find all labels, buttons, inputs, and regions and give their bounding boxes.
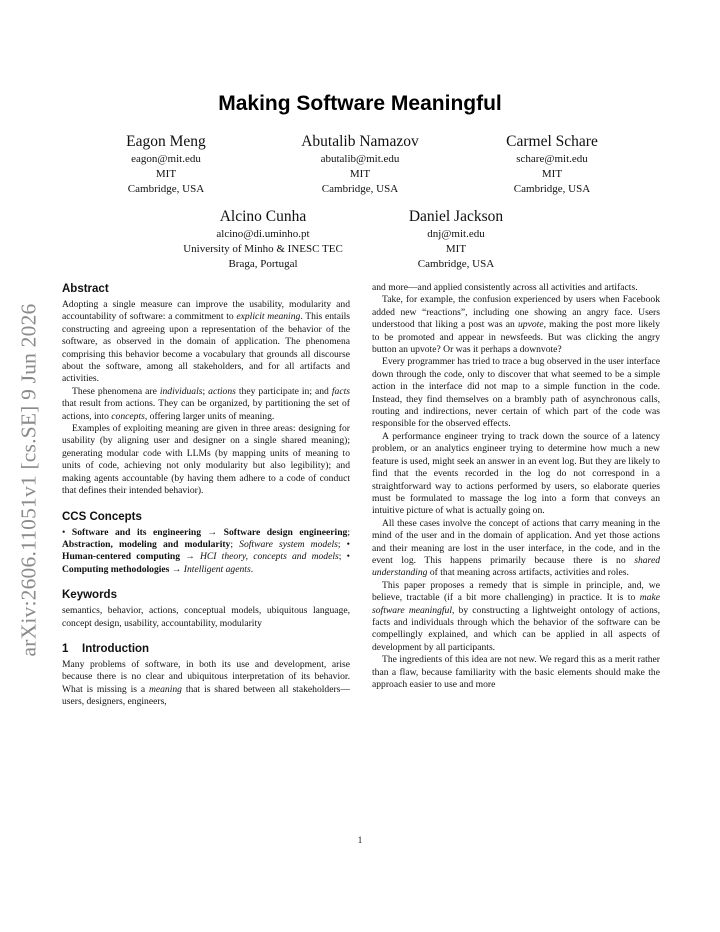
page-number: 1 [357,835,363,845]
section-title: Introduction [82,642,150,655]
author-name: Alcino Cunha [219,208,307,225]
author-location: Braga, Portugal [228,258,298,270]
author-affiliation: MIT [349,168,371,180]
abstract-paragraph: These phenomena are individuals; actions they participate in; and facts that result from actions. They can be organized, by partitioning the set of actions, into concepts, offering larger units of meaning. [62,385,350,422]
author-location: Cambridge, USA [417,258,495,270]
body-paragraph: Every programmer has tried to trace a bug observed in the user interface down through the code, only to discover that what seemed to be a simple action in the interface did not map to a simple function in the code. Instead, they find themselves on a brambly path of asynchronous calls, routing and indirections, never certain of which part of the code was responsible for the observed effects. [372,356,660,430]
author-location: Cambridge, USA [127,183,205,195]
author-block [482,132,622,197]
author-affiliation: MIT [445,243,467,255]
author-block [386,207,526,272]
body-paragraph: This paper proposes a remedy that is simple in principle, and, we believe, tractable (if a bit more challenging) in practice. It is to make software meaningful, by constructing a lightweight ontology of actions, facts and individuals through which the behavior of the software can be compellingly explained, and which can be applied in all aspects of development by all participants. [372,579,660,653]
author-name: Carmel Schare [506,133,598,150]
author-block [280,132,440,197]
author-affiliation: MIT [155,168,177,180]
ccs-heading: CCS Concepts [62,510,142,523]
author-email: abutalib@mit.edu [320,153,400,165]
section-number: 1 [62,642,69,655]
body-paragraph: A performance engineer trying to track down the source of a latency problem, or an analytics engineer trying to determine how much a new feature is used, might seek an answer in an event log. But they are likely to find that the events recorded in the log do not correspond in a straightforward way to actions performed by users, so elaborate queries must be formulated to massage the log into a form that conveys an intuitive picture of what is actually going on. [372,430,660,517]
author-email: eagon@mit.edu [131,153,201,165]
arxiv-watermark [12,270,46,690]
paper-title: Making Software Meaningful [218,92,502,115]
introduction-heading [62,642,350,656]
abstract-body [62,299,350,498]
author-email: alcino@di.uminho.pt [216,228,310,240]
ccs-concepts: • Software and its engineering → Software design engineering; Abstraction, modeling and modularity; Software system models; • Human-centered computing → HCI theory, concepts and models; • Computing methodologies → Intelligent agents. [62,526,350,575]
right-column [372,282,660,691]
abstract-paragraph: Adopting a single measure can improve the usability, modularity and accountability of software: a commitment to explicit meaning. This entails constructing and agreeing upon a representation of the behavior of the software, as observed in the domain of application. The phenomena comprising this behavior become a vocabulary that grounds all discourse about the software, among all stakeholders, and for all artifacts and activities. [62,299,351,385]
body-paragraph: and more—and applied consistently across all activities and artifacts. [372,282,638,293]
left-column [62,282,350,709]
author-affiliation: University of Minho & INESC TEC [183,243,343,255]
author-name: Daniel Jackson [408,208,504,225]
body-paragraph: Take, for example, the confusion experienced by users when Facebook added new “reactions”, including one showing an angry face. Users understood that liking a post was an upvote, making the post more likely to be promoted and appear in newsfeeds. But was clicking the angry button an upvote? Or was it perhaps a downvote? [372,294,660,356]
abstract-paragraph: Examples of exploiting meaning are given in three areas: designing for usability (by aligning user and designer on a single shared meaning); generating modular code with LLMs (by mapping units of meaning to units of code, achieving not only modularity but also legibility); and making agents accountable (by having them adhere to a code of conduct that defines their intended behavior). [62,423,350,497]
author-location: Cambridge, USA [321,183,399,195]
author-block [163,207,363,272]
author-block [96,132,236,197]
introduction-paragraph: Many problems of software, in both its use and development, arise because there is no clear and ubiquitous interpretation of its behavior. What is missing is a meaning that is shared between all stakeholders—users, designers, engineers, [62,658,350,708]
body-paragraph: All these cases involve the concept of actions that carry meaning in the mind of the user and in the domain of application. And yet those actions and their meaning are lost in the user interface, in the code, and in the event log. This happens primarily because there is no shared understanding of that meaning across artifacts, activities and roles. [372,517,660,579]
author-email: schare@mit.edu [516,153,588,165]
abstract-heading: Abstract [62,283,109,295]
author-location: Cambridge, USA [513,183,591,195]
author-email: dnj@mit.edu [427,228,485,240]
keywords-text: semantics, behavior, actions, conceptual models, ubiquitous language, concept design, usability, accountability, modularity [62,605,350,629]
body-paragraph: The ingredients of this idea are not new. We regard this as a merit rather than a flaw, because familiarity with the basic elements should make the approach easier to use and more [372,654,660,690]
arxiv-identifier: arXiv:2606.11051v1 [cs.SE] 9 Jun 2026 [16,303,41,657]
keywords-heading: Keywords [62,589,117,602]
author-name: Eagon Meng [126,133,206,150]
author-name: Abutalib Namazov [301,133,419,150]
author-affiliation: MIT [541,168,563,180]
